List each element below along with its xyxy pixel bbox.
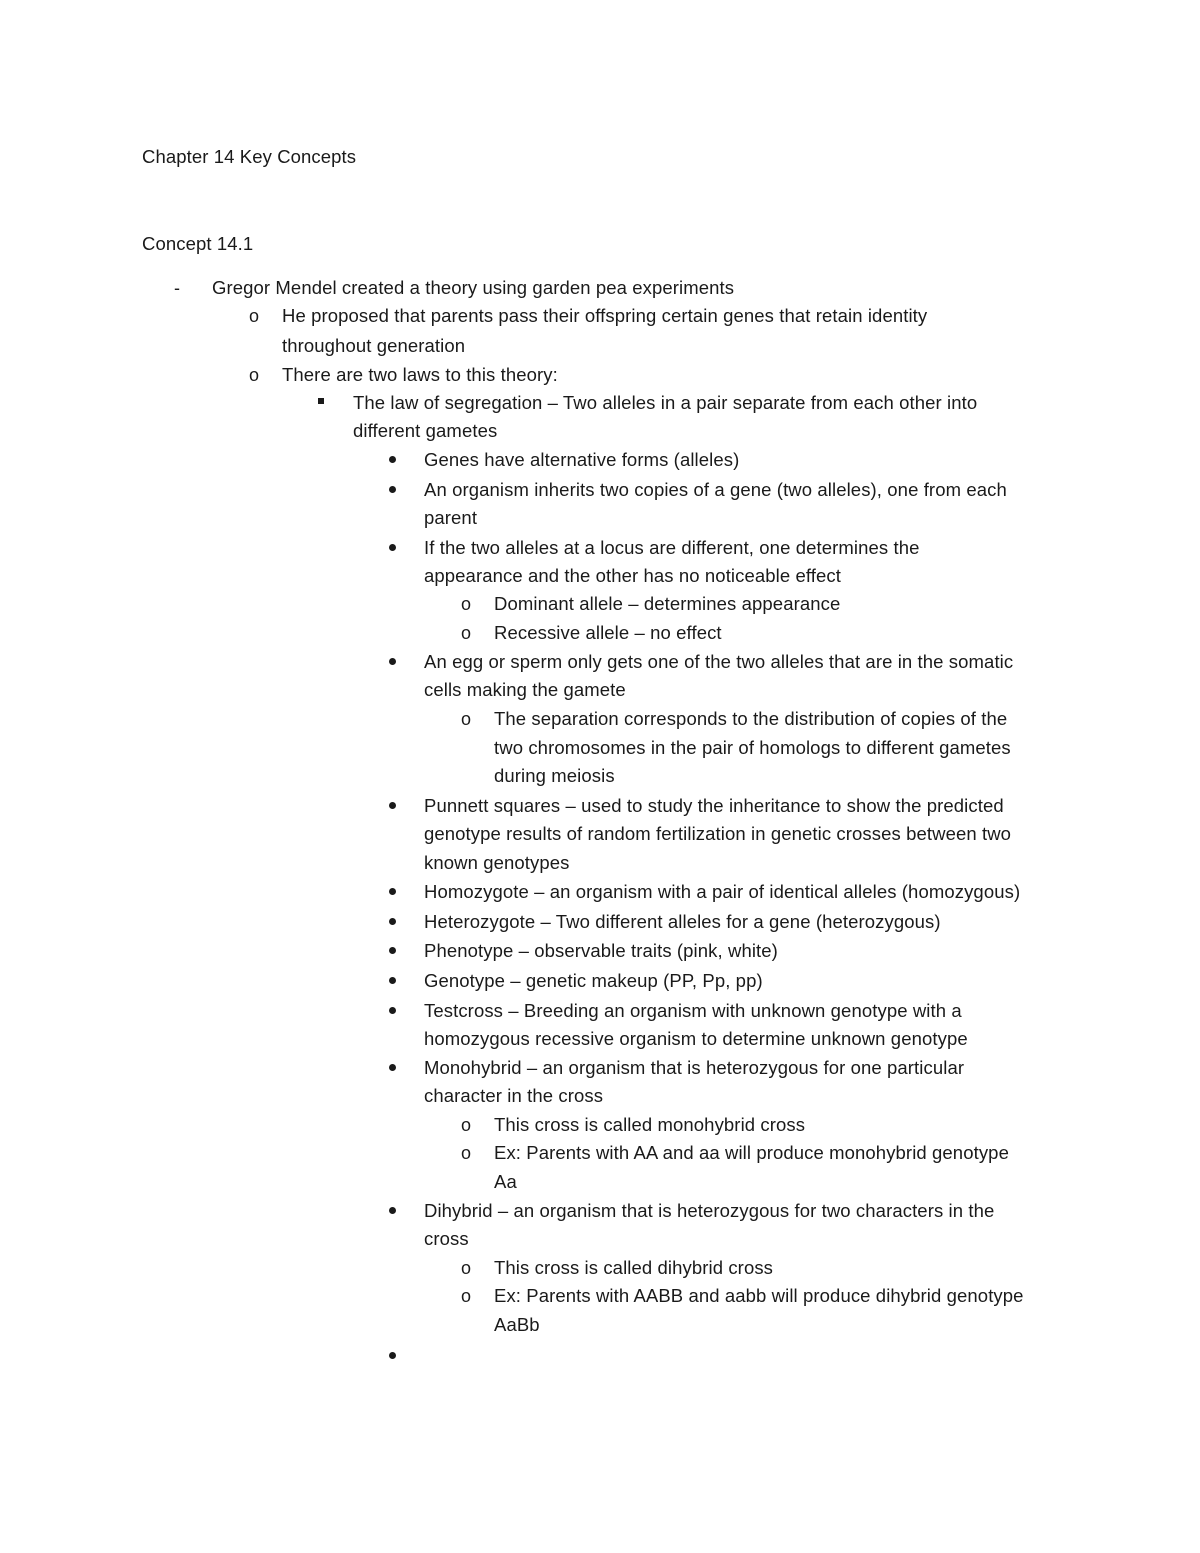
list-item-text: appearance and the other has no noticeable effect (424, 565, 842, 586)
round-bullet-icon (389, 658, 396, 665)
list-item-text: AaBb (494, 1314, 540, 1335)
round-bullet-icon (389, 456, 396, 463)
list-item-text: cells making the gamete (424, 679, 626, 700)
section-heading: Concept 14.1 (142, 233, 254, 254)
round-bullet-icon (389, 918, 396, 925)
list-item-text: Ex: Parents with AA and aa will produce monohybrid genotype (494, 1142, 1009, 1163)
list-item-text: character in the cross (424, 1085, 604, 1106)
list-item-text: two chromosomes in the pair of homologs to different gametes (494, 737, 1011, 758)
list-item-text: An egg or sperm only gets one of the two alleles that are in the somatic (424, 651, 1014, 672)
dash-bullet: - (174, 278, 180, 298)
list-item-text: An organism inherits two copies of a gene (two alleles), one from each (424, 479, 1007, 500)
circle-bullet: o (461, 1258, 472, 1278)
list-item-text: Ex: Parents with AABB and aabb will produce dihybrid genotype (494, 1285, 1024, 1306)
list-item-text: Genes have alternative forms (alleles) (424, 449, 740, 470)
round-bullet-icon (389, 486, 396, 493)
list-item-text: Heterozygote – Two different alleles for a gene (heterozygous) (424, 911, 941, 932)
round-bullet-icon (389, 1207, 396, 1214)
list-item-text: Dominant allele – determines appearance (494, 593, 841, 614)
list-item-text: known genotypes (424, 852, 570, 873)
list-item-text: Aa (494, 1171, 517, 1192)
round-bullet-icon (389, 1007, 396, 1014)
list-item-text: There are two laws to this theory: (282, 364, 558, 385)
circle-bullet: o (461, 1115, 472, 1135)
list-item-text: Phenotype – observable traits (pink, white) (424, 940, 778, 961)
list-item-text: during meiosis (494, 765, 615, 786)
round-bullet-icon (389, 977, 396, 984)
list-item-text: different gametes (353, 420, 498, 441)
circle-bullet: o (461, 709, 472, 729)
circle-bullet: o (249, 306, 260, 326)
list-item-text: genotype results of random fertilization in genetic crosses between two (424, 823, 1012, 844)
circle-bullet: o (461, 623, 472, 643)
list-item-text: The separation corresponds to the distribution of copies of the (494, 708, 1008, 729)
list-item-text: This cross is called monohybrid cross (494, 1114, 806, 1135)
list-item-text: This cross is called dihybrid cross (494, 1257, 774, 1278)
list-item-text: If the two alleles at a locus are different, one determines the (424, 537, 920, 558)
list-item-text: Testcross – Breeding an organism with unknown genotype with a (424, 1000, 962, 1021)
round-bullet-icon (389, 1064, 396, 1071)
list-item-text: Dihybrid – an organism that is heterozygous for two characters in the (424, 1200, 995, 1221)
list-item-text: Monohybrid – an organism that is heterozygous for one particular (424, 1057, 965, 1078)
round-bullet-icon (389, 544, 396, 551)
list-item-text: He proposed that parents pass their offspring certain genes that retain identity (282, 305, 928, 326)
list-item-text: homozygous recessive organism to determine unknown genotype (424, 1028, 968, 1049)
document-title: Chapter 14 Key Concepts (142, 146, 357, 167)
list-item-text: Gregor Mendel created a theory using garden pea experiments (212, 277, 735, 298)
list-item-text: Recessive allele – no effect (494, 622, 722, 643)
square-bullet-icon (318, 398, 324, 404)
list-item-text: parent (424, 507, 478, 528)
round-bullet-icon (389, 1352, 396, 1359)
circle-bullet: o (249, 365, 260, 385)
round-bullet-icon (389, 888, 396, 895)
list-item-text: Homozygote – an organism with a pair of identical alleles (homozygous) (424, 881, 1021, 902)
circle-bullet: o (461, 1143, 472, 1163)
list-item-text: The law of segregation – Two alleles in a pair separate from each other into (353, 392, 978, 413)
round-bullet-icon (389, 802, 396, 809)
list-item-text: throughout generation (282, 335, 466, 356)
circle-bullet: o (461, 594, 472, 614)
list-item-text: cross (424, 1228, 469, 1249)
circle-bullet: o (461, 1286, 472, 1306)
list-item-text: Genotype – genetic makeup (PP, Pp, pp) (424, 970, 763, 991)
list-item-text: Punnett squares – used to study the inheritance to show the predicted (424, 795, 1004, 816)
round-bullet-icon (389, 947, 396, 954)
